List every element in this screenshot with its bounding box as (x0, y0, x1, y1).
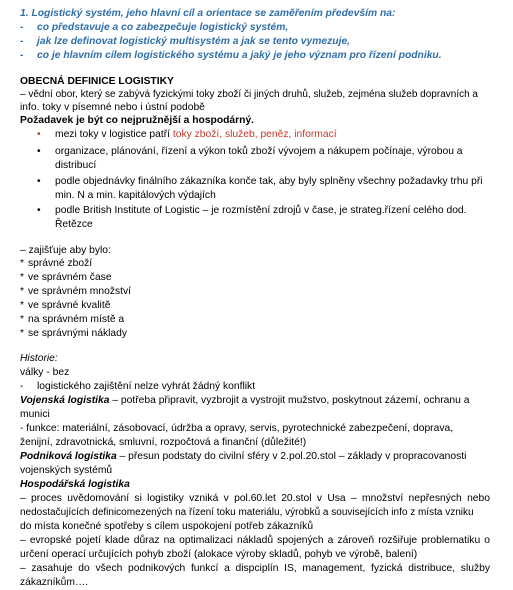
list-item: ve správném čase (28, 272, 112, 283)
history-line: do místa konečné spotřeby s cílem uspokojení potřeb zákazníků (20, 521, 314, 532)
history-line: určení operací určujících pohyb zboží (alokace výroby skladů, pohyb ve výrobě, balení) (20, 549, 418, 560)
star-marker: * (20, 286, 25, 297)
dash-marker: - (20, 36, 24, 47)
list-item: ve správné kvalitě (28, 300, 111, 311)
bullet-text: podle British Institute of Logistic – je rozmístění zdrojů v čase, je strateg.řízení celého dod. (55, 205, 467, 216)
ensures-intro: – zajišťuje aby bylo: (20, 245, 111, 256)
history-line: – proces uvědomování si logistiky vzniká v pol.60.let 20.stol v Usa – množství nepřesných nebo (20, 493, 490, 504)
dash-marker: - (20, 50, 24, 61)
definition-line: info. toky v písemné nebo i ústní podobě (20, 102, 205, 113)
history-heading: Historie: (20, 353, 58, 364)
bullet-text: podle objednávky finálního zákazníka konče tak, aby byly splněny všechny požadavky trhu při (55, 176, 483, 187)
history-line: - funkce: materiální, zásobovací, údržba a opravy, servis, pyrotechnické zabezpečení, doprava, (20, 423, 454, 434)
bullet-text: Řetězce (55, 219, 93, 230)
star-marker: * (20, 328, 25, 339)
bullet-text (55, 128, 337, 141)
economic-logistics-title: Hospodářská logistika (20, 479, 130, 490)
star-marker: * (20, 258, 25, 269)
star-marker: * (20, 272, 25, 283)
business-logistics-title: Podniková logistika (20, 451, 117, 462)
military-logistics-title: Vojenská logistika (20, 395, 110, 406)
bullet-icon: • (37, 129, 41, 140)
history-line: – evropské pojetí klade důraz na optimalizaci nákladů spojených a zároveň rozšiřuje problematiku o (20, 535, 490, 546)
history-line: – zasahuje do všech podnikových funkcí a dispciplín IS, management, fyzická distribuce, služby (20, 563, 490, 574)
bullet-icon: • (37, 205, 41, 216)
history-line: zákazníkům…. (20, 577, 89, 588)
bullet-text: distribucí (55, 160, 97, 171)
list-item: se správnými náklady (28, 328, 128, 339)
history-line: nedostačujících definicomezených na řízení toku materiálu, výrobků a souvisejících info z místa vzniku (20, 507, 474, 518)
list-item: na správném místě a (28, 314, 125, 325)
question-item-1: co představuje a co zabezpečuje logistický systém, (37, 22, 289, 33)
definition-line: – vědní obor, který se zabývá fyzickými toky zboží či jiných druhů, služeb, zejména služeb dopravních a (20, 89, 478, 100)
definition-heading: OBECNÁ DEFINICE LOGISTIKY (20, 76, 174, 87)
question-title: 1. Logistický systém, jeho hlavní cíl a orientace se zaměřením především na: (20, 8, 396, 19)
dash-marker: - (20, 381, 24, 392)
military-logistics-text: – potřeba připravit, vyzbrojit a vystrojit mužstvo, poskytnout zázemí, ochranu a (109, 395, 470, 406)
history-line: války - bez (20, 367, 70, 378)
requirement-line: Požadavek je být co nejpružnější a hospodárný. (20, 115, 255, 126)
highlighted-flows: toky zboží, služeb, peněz, informací (172, 129, 337, 140)
dash-marker: - (20, 22, 24, 33)
star-marker: * (20, 314, 25, 325)
business-logistics (20, 450, 466, 463)
question-item-2: jak lze definovat logistický multisystém a jak se tento vymezuje, (37, 36, 351, 47)
bullet-text: organizace, plánování, řízení a výkon toků zboží vývojem a nákupem počínaje, výrobou a (55, 146, 463, 157)
history-line: logistického zajištění nelze vyhrát žádný konflikt (37, 381, 256, 392)
history-line: ženijní, zdravotnická, smluvní, rozpočtová a finanční (důležité!) (20, 437, 307, 448)
list-item: ve správném množství (28, 286, 132, 297)
history-line: munici (20, 409, 50, 420)
star-marker: * (20, 300, 25, 311)
bullet-icon: • (37, 146, 41, 157)
military-logistics (20, 394, 469, 407)
list-item: správné zboží (28, 258, 93, 269)
history-line: vojenských systémů (20, 465, 113, 476)
bullet-icon: • (37, 176, 41, 187)
bullet-text: min. N a min. kapitálových výdajích (55, 190, 216, 201)
question-item-3: co je hlavním cílem logistického systému a jaký je jeho význam pro řízení podniku. (37, 50, 442, 61)
bullet-text-prefix: mezi toky v logistice patří (55, 129, 173, 140)
business-logistics-text: – přesun podstaty do civilní sféry v 2.pol.20.stol – základy v propracovanosti (116, 451, 467, 462)
